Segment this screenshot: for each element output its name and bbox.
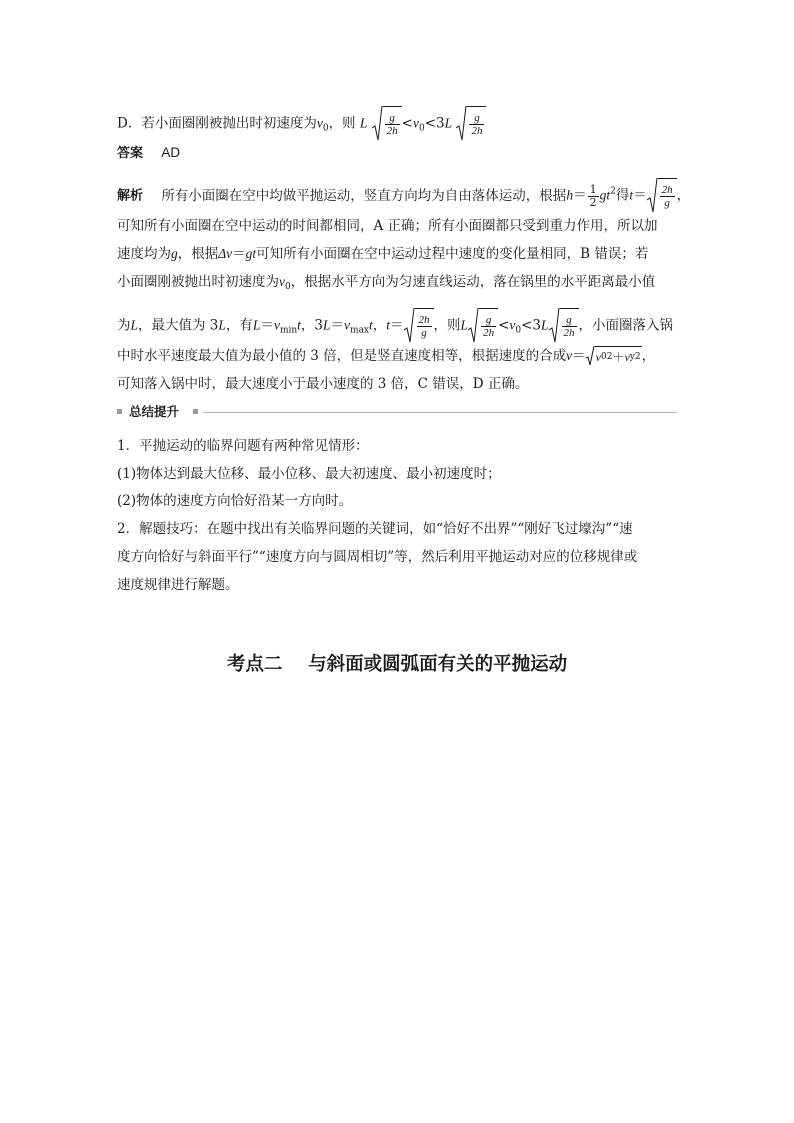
less-than-3: <3	[424, 115, 445, 132]
analysis-line-4: 小面圈刚被抛出时初速度为$v_0$，根据水平方向为匀速直线运动，落在锅里的水平距离最小值	[117, 274, 656, 292]
var-v: v	[412, 115, 419, 131]
option-d	[117, 106, 486, 142]
sqrt-g-over-2h: $\frac{g}{2h}$	[468, 308, 498, 344]
summary-para-3: (2)物体的速度方向恰好沿某一方向时。	[117, 493, 353, 509]
section-number: 考点二	[226, 654, 283, 675]
answer-line	[117, 143, 180, 164]
fraction: $\frac{g}{2h}$	[471, 112, 483, 137]
summary-para-5: 度方向恰好与斜面平行”“速度方向与圆周相切”等，然后利用平抛运动对应的位移规律或	[117, 549, 638, 565]
fraction-half: $\frac{1}{2}$	[589, 182, 597, 209]
var-L: L	[444, 115, 453, 131]
sqrt-2h-over-g: $\frac{2h}{g}$	[404, 308, 434, 344]
summary-para-4: 2．解题技巧：在题中找出有关临界问题的关键词，如“恰好不出界”“刚好飞过壕沟”“速	[117, 521, 633, 537]
sqrt-g-over-2h	[372, 106, 402, 142]
subscript: 0	[418, 123, 425, 134]
bullet-square	[193, 409, 198, 414]
analysis-text: 所有小面圈在空中均做平抛运动，竖直方向均为自由落体运动，根据	[161, 187, 567, 204]
sqrt-g-over-2h	[456, 106, 486, 142]
sqrt-2h-over-g: $\frac{2h}{g}$	[647, 178, 677, 214]
summary-para-1: 1．平抛运动的临界问题有两种常见情形：	[117, 438, 369, 454]
summary-para-2: (1)物体达到最大位移、最小位移、最大初速度、最小初速度时；	[117, 466, 501, 482]
sqrt-velocity-sum: v 02 ＋ v y2	[586, 346, 642, 367]
summary-para-6: 速度规律进行解题。	[117, 577, 239, 593]
option-d-text: D．若小面圈刚被抛出时初速度为	[117, 115, 317, 132]
var-v: v	[316, 115, 323, 131]
subscript: 0	[322, 123, 329, 134]
analysis-line-5: 为L，最大值为 3L，有$L=v_{min}t$，$3L=v_{max}t$，t＝ $\frac{2h}{g}$ ，则L $\frac{g}{2h}$ $<v_0<3L$ $\frac{g}{2h}$ ，小面圈落入锅	[117, 308, 673, 344]
analysis-line-6: 中时水平速度最大值为最小值的 3 倍，但是竖直速度相等，根据速度的合成v＝ v 02 ＋ v y2 ，	[117, 346, 655, 367]
analysis-line-7: 可知落入锅中时，最大速度小于最小速度的 3 倍，C 错误，D 正确。	[117, 376, 529, 392]
fraction: $\frac{g}{2h}$	[386, 112, 398, 137]
sqrt-g-over-2h: $\frac{g}{2h}$	[549, 308, 579, 344]
option-d-then: ，则	[328, 115, 356, 132]
answer-label: 答案	[117, 146, 144, 161]
answer-value: AD	[161, 145, 181, 160]
summary-section-bar	[117, 403, 677, 423]
bullet-square	[117, 409, 122, 414]
summary-title: 总结提升	[129, 404, 180, 419]
divider	[203, 412, 677, 413]
var-L: L	[359, 115, 368, 131]
section-title: 与斜面或圆弧面有关的平抛运动	[308, 654, 568, 675]
analysis-line-1: 解析 所有小面圈在空中均做平抛运动，竖直方向均为自由落体运动，根据h＝ $\frac{1}{2}$ $gt^2$得t＝ $\frac{2h}{g}$ ，	[117, 178, 690, 214]
less-than: <	[401, 115, 413, 132]
analysis-line-3: 速度均为g，根据Δv＝gt可知所有小面圈在空中运动过程中速度的变化量相同，B 错误；若	[117, 246, 649, 262]
analysis-label: 解析	[117, 188, 144, 204]
section-heading	[0, 650, 794, 676]
analysis-line-2: 可知所有小面圈在空中运动的时间都相同，A 正确；所有小面圈都只受到重力作用，所以加	[117, 218, 658, 234]
